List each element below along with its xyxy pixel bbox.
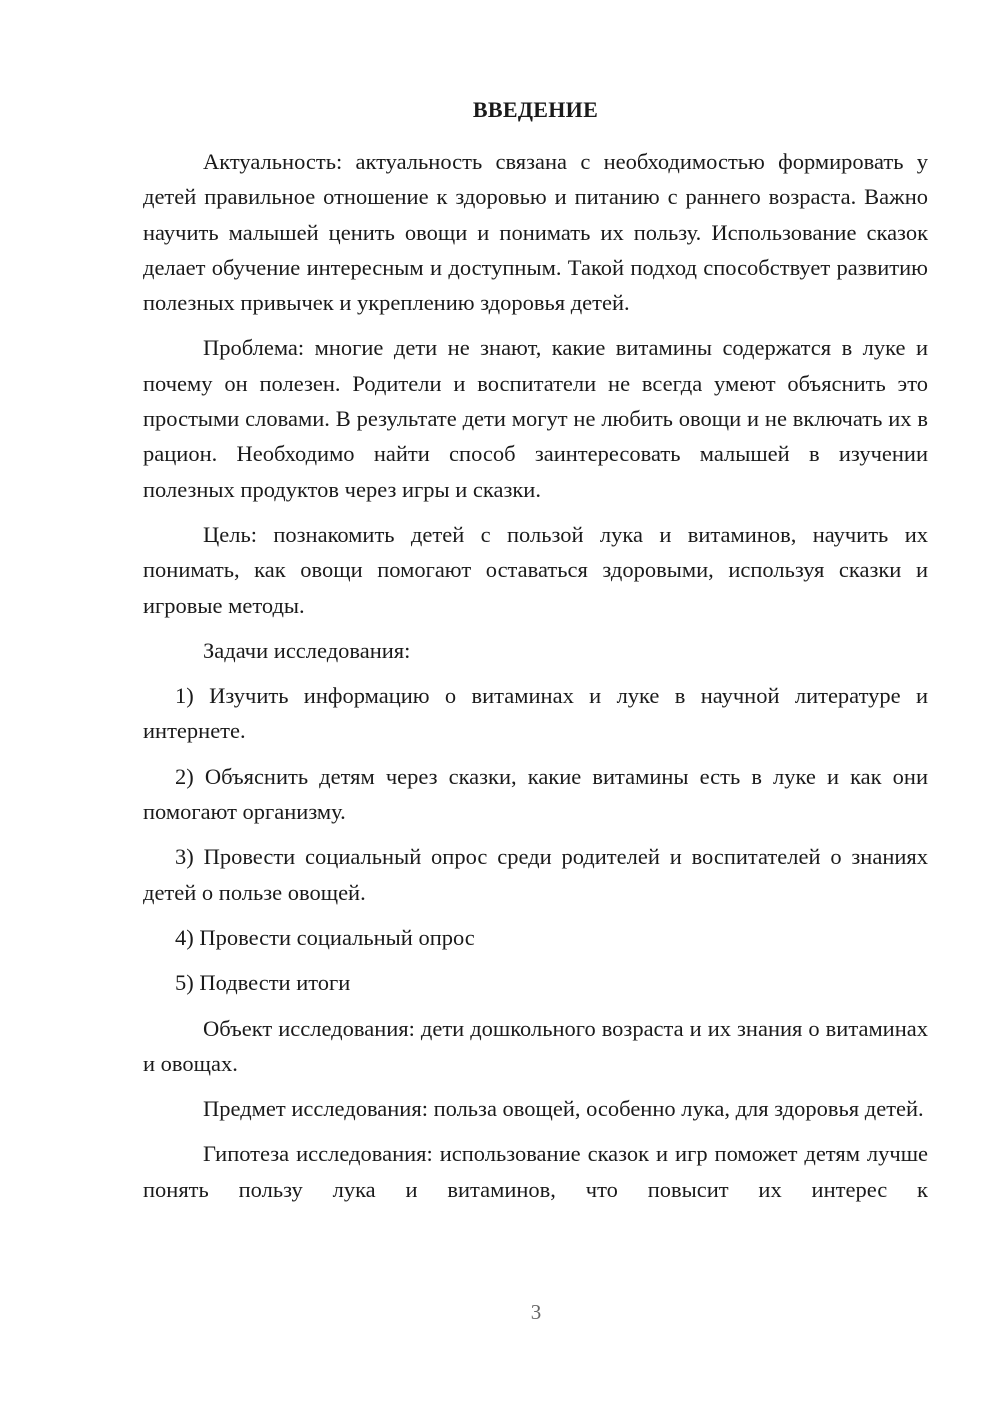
task-item: 4) Провести социальный опрос <box>175 924 475 950</box>
paragraph-goal: Цель: познакомить детей с пользой лука и витаминов, научить их понимать, как овощи помогают оставаться здоровыми, используя сказки и игровые методы. <box>143 521 928 618</box>
paragraph-subject: Предмет исследования: польза овощей, особенно лука, для здоровья детей. <box>203 1096 924 1122</box>
section-title: ВВЕДЕНИЕ <box>472 97 599 122</box>
task-item: 5) Подвести итоги <box>175 970 351 996</box>
task-item: 1) Изучить информацию о витаминах и луке в научной литературе и интернете. <box>143 683 928 744</box>
task-item: 2) Объяснить детям через сказки, какие витамины есть в луке и как они помогают организму. <box>143 763 928 825</box>
page-number: 3 <box>530 1300 542 1324</box>
paragraph-object: Объект исследования: дети дошкольного возраста и их знания о витаминах и овощах. <box>143 1015 928 1076</box>
paragraph-problem: Проблема: многие дети не знают, какие витамины содержатся в луке и почему он полезен. Родители и воспитатели не всегда умеют объяснить это простыми словами. В результате дети могут не любить овощи и не включать их в рацион. Необходимо найти способ заинтересовать малышей в изучении полезных продуктов через игры и сказки. <box>143 335 928 502</box>
paragraph-relevance: Актуальность: актуальность связана с необходимостью формировать у детей правильное отношение к здоровью и питанию с раннего возраста. Важно научить малышей ценить овощи и понимать их пользу. Использование сказок делает обучение интересным и доступным. Такой подход способствует развитию полезных привычек и укреплению здоровья детей. <box>143 149 928 316</box>
task-item: 3) Провести социальный опрос среди родителей и воспитателей о знаниях детей о пользе овощей. <box>143 844 928 905</box>
paragraph-hypothesis: Гипотеза исследования: использование сказок и игр поможет детям лучше понять пользу лука и витаминов, что повысит их интерес к <box>143 1141 928 1202</box>
document-page <box>143 94 928 1217</box>
tasks-heading: Задачи исследования: <box>203 637 411 663</box>
